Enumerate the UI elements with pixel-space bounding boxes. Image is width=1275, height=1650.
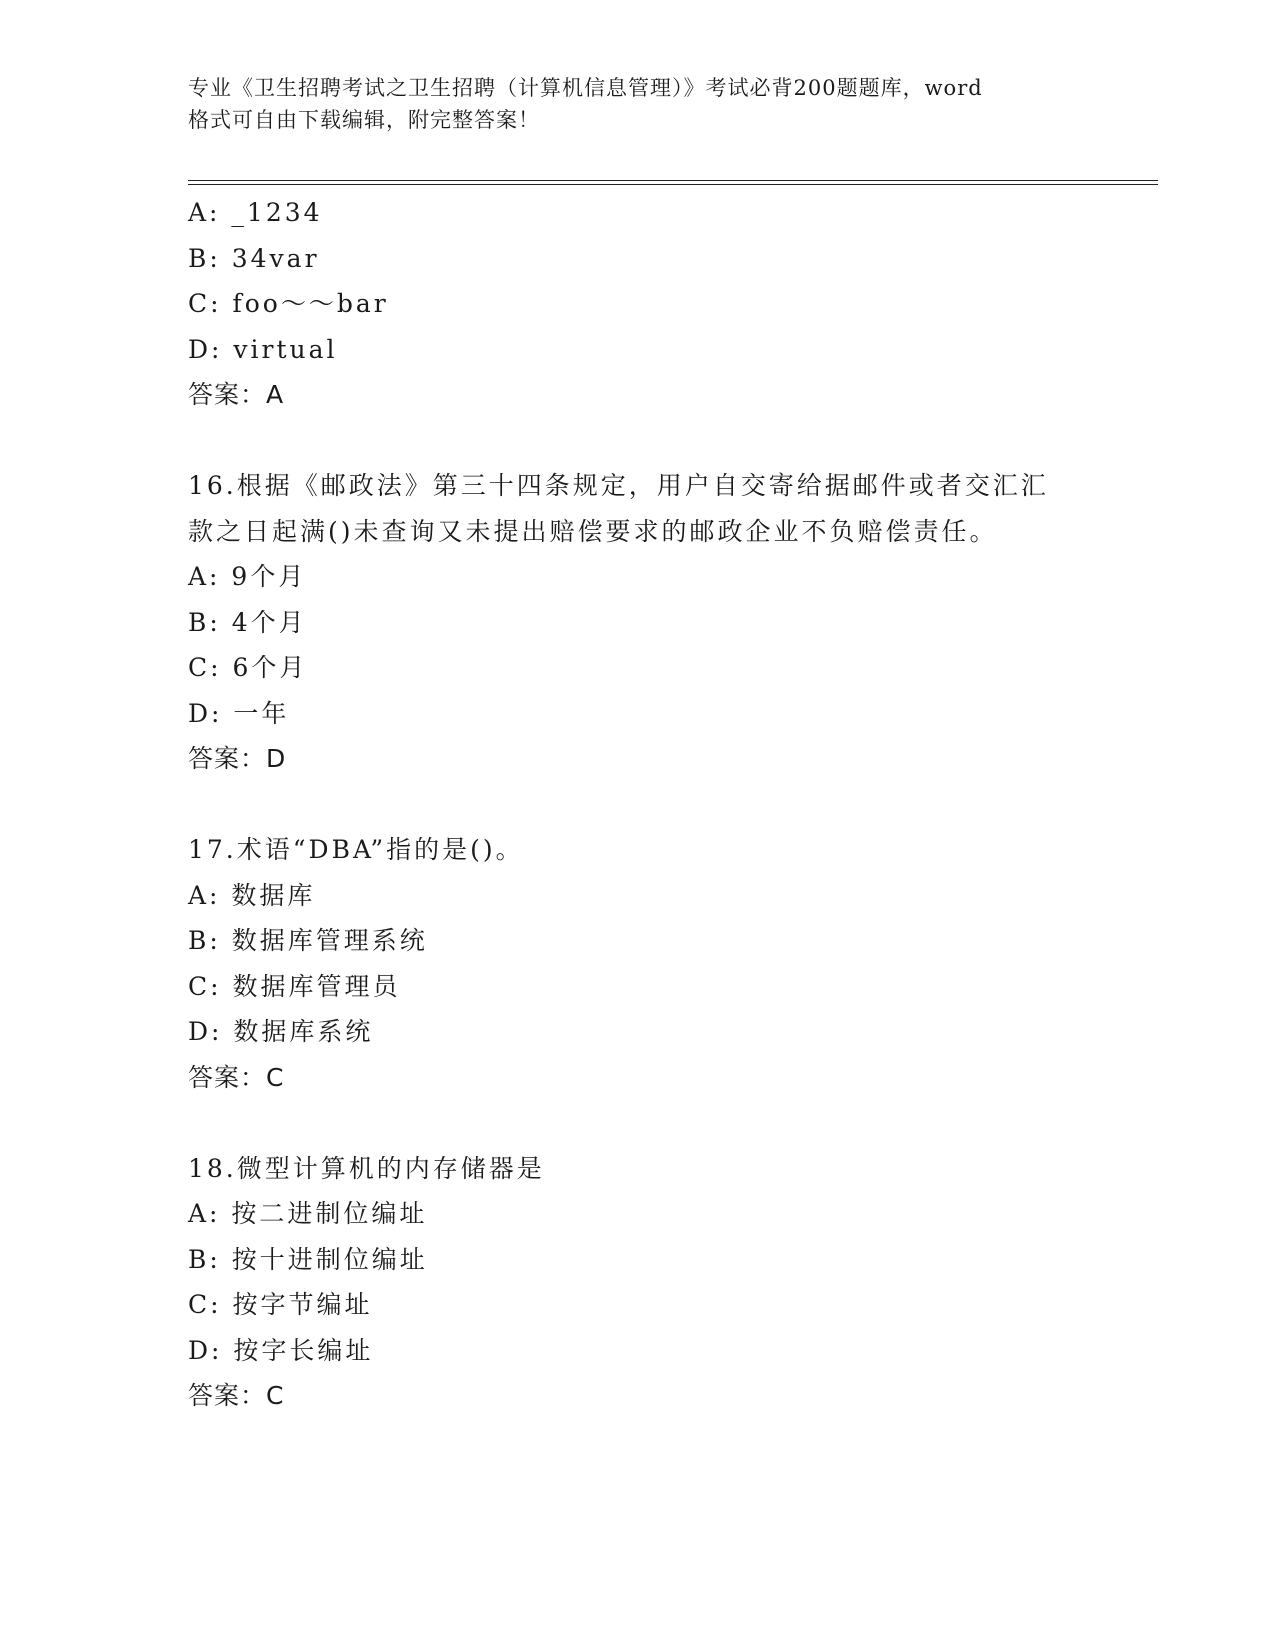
header-divider xyxy=(188,180,1158,185)
question-18 xyxy=(188,1146,1148,1419)
option-c: C: 数据库管理员 xyxy=(188,971,401,1001)
question-stem-line: 款之日起满()未查询又未提出赔偿要求的邮政企业不负赔偿责任。 xyxy=(188,516,998,546)
question-stem-line: 17.术语“DBA”指的是()。 xyxy=(188,835,524,864)
answer-line: 答案：C xyxy=(188,1062,285,1092)
option-d: D: 数据库系统 xyxy=(188,1017,374,1046)
question-16 xyxy=(188,463,1148,782)
document-body xyxy=(188,190,1148,1419)
answer-line: 答案：C xyxy=(188,1381,285,1410)
spacer xyxy=(188,782,1148,828)
question-17 xyxy=(188,827,1148,1100)
option-b: B: 4个月 xyxy=(188,607,307,637)
question-fragment xyxy=(188,190,1148,418)
option-c: C: foo～～bar xyxy=(188,289,389,318)
option-d: D: 按字长编址 xyxy=(188,1335,374,1365)
option-c: C: 按字节编址 xyxy=(188,1290,373,1319)
header-line-1: 专业《卫生招聘考试之卫生招聘（计算机信息管理）》考试必背200题题库，word xyxy=(188,76,983,100)
question-stem-line: 16.根据《邮政法》第三十四条规定，用户自交寄给据邮件或者交汇汇 xyxy=(188,471,1049,500)
option-a: A: _1234 xyxy=(188,198,323,227)
option-a: A: 9个月 xyxy=(188,562,307,591)
spacer xyxy=(188,418,1148,464)
option-b: B: 数据库管理系统 xyxy=(188,926,428,955)
answer-line: 答案：D xyxy=(188,744,287,773)
question-stem-line: 18.微型计算机的内存储器是 xyxy=(188,1153,545,1183)
option-c: C: 6个月 xyxy=(188,653,308,682)
option-b: B: 按十进制位编址 xyxy=(188,1244,428,1274)
header-line-2: 格式可自由下载编辑，附完整答案！ xyxy=(188,108,540,132)
option-d: D: virtual xyxy=(188,334,338,364)
option-a: A: 按二进制位编址 xyxy=(188,1199,428,1228)
answer-line: 答案：A xyxy=(188,380,285,409)
option-d: D: 一年 xyxy=(188,698,290,728)
option-b: B: 34var xyxy=(188,243,320,273)
option-a: A: 数据库 xyxy=(188,880,316,910)
spacer xyxy=(188,1100,1148,1146)
page-header xyxy=(188,72,1088,136)
